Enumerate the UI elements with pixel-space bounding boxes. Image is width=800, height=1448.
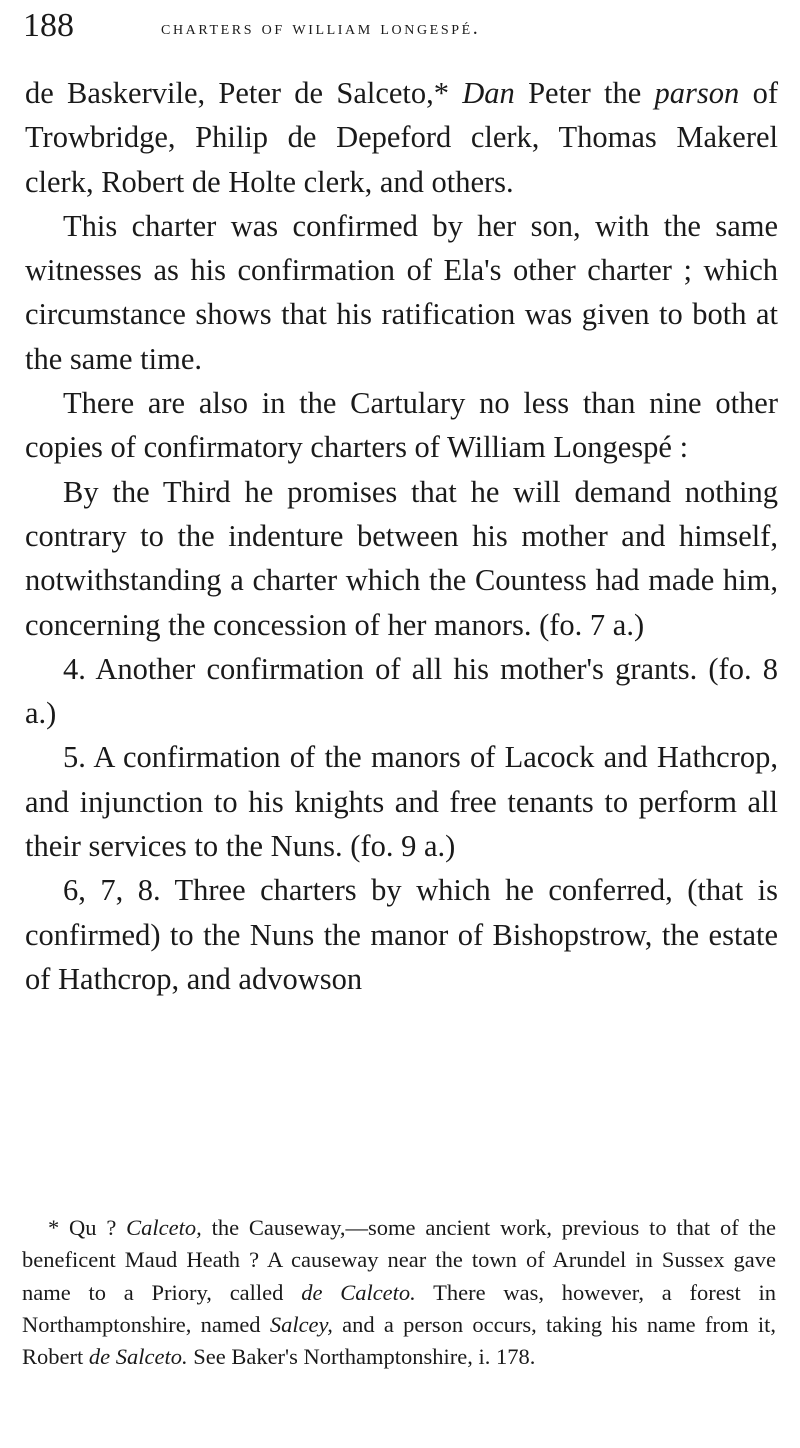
paragraph-cartulary: There are also in the Cartulary no less than nine other copies of confirmatory charters of William Longespé : bbox=[25, 386, 778, 465]
paragraph-witnesses bbox=[25, 71, 778, 204]
paragraph-item-5: 5. A confirmation of the manors of Lacock and Hathcrop, and injunction to his knights and free tenants to perform all their services to the Nuns. (fo. 9 a.) bbox=[25, 740, 778, 864]
italic-de-salceto: de Salceto. bbox=[88, 1344, 188, 1370]
text-segment: the Causeway,—some ancient work, previous to that of the beneficent Maud Heath ? A causeway near the town of Arundel in Sussex gave name to a Priory, called bbox=[22, 1215, 776, 1305]
main-text bbox=[25, 71, 778, 1001]
text-segment: de Baskervile, Peter de Salceto,* bbox=[25, 76, 463, 110]
text-segment: Peter the bbox=[514, 76, 655, 110]
running-head: charters of william longespé. bbox=[161, 17, 481, 39]
paragraph-item-4: 4. Another confirmation of all his mother's grants. (fo. 8 a.) bbox=[25, 651, 778, 731]
page-header bbox=[23, 4, 783, 48]
text-segment: and a person occurs, taking his name from it, Robert bbox=[22, 1311, 776, 1370]
italic-salcey: Salcey, bbox=[269, 1311, 333, 1337]
text-segment: of Trowbridge, Philip de Depeford clerk, Thomas Makerel clerk, Robert de Holte clerk, and others. bbox=[25, 76, 778, 199]
text-segment: There was, however, a forest in Northamptonshire, named bbox=[22, 1279, 776, 1337]
text-segment: * Qu ? bbox=[48, 1215, 127, 1240]
paragraph-confirmation: This charter was confirmed by her son, with the same witnesses as his confirmation of Ela's other charter ; which circumstance shows that his ratification was given to both at the same time. bbox=[25, 208, 778, 376]
italic-parson: parson bbox=[654, 76, 740, 110]
footnote-text bbox=[22, 1212, 776, 1373]
italic-de-calceto: de Calceto. bbox=[301, 1279, 416, 1305]
italic-dan: Dan bbox=[462, 76, 515, 110]
italic-calceto: Calceto, bbox=[126, 1215, 202, 1240]
text-segment: See Baker's Northamptonshire, i. 178. bbox=[187, 1344, 536, 1370]
paragraph-items-6-7-8: 6, 7, 8. Three charters by which he conferred, (that is confirmed) to the Nuns the manor of Bishopstrow, the estate of Hathcrop, and advowson bbox=[25, 873, 778, 996]
footnote bbox=[22, 1212, 776, 1373]
page-number: 188 bbox=[23, 7, 74, 44]
paragraph-third: By the Third he promises that he will demand nothing contrary to the indenture between his mother and himself, notwithstanding a charter which the Countess had made him, concerning the concession of her manors. (fo. 7 a.) bbox=[25, 474, 778, 642]
